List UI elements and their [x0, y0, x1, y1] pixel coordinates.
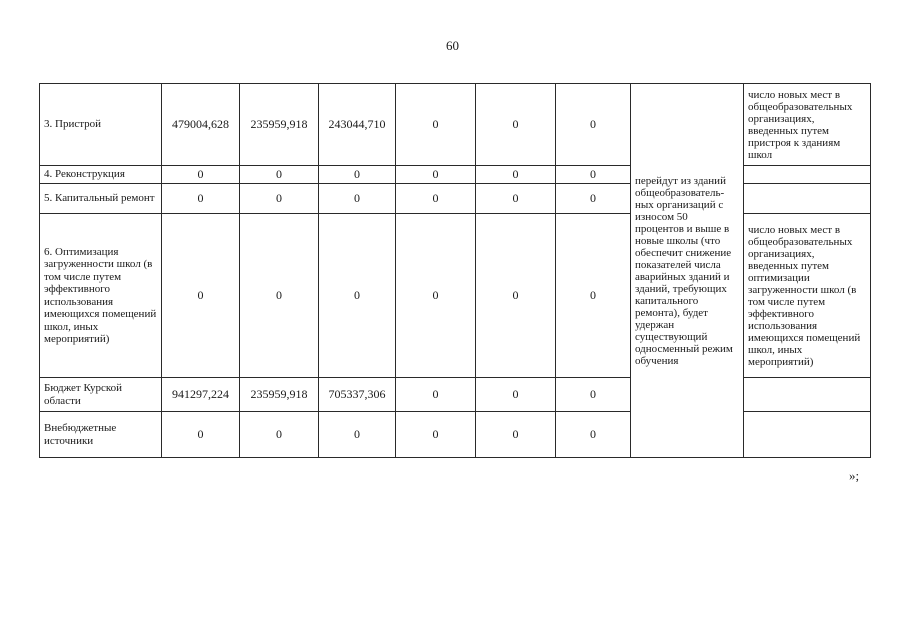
- cell-value: 0: [319, 184, 396, 214]
- cell-value: 0: [162, 166, 240, 184]
- cell-value: 0: [556, 412, 631, 458]
- cell-value: 0: [396, 166, 476, 184]
- table-row: [40, 166, 871, 184]
- cell-value: 0: [240, 214, 319, 378]
- cell-value: 0: [240, 166, 319, 184]
- cell-value: 0: [396, 84, 476, 166]
- cell-value: 0: [476, 412, 556, 458]
- closing-quote-mark: »;: [849, 468, 860, 483]
- cell-value: 941297,224: [162, 378, 240, 412]
- table-row: [40, 84, 871, 166]
- table-row: [40, 378, 871, 412]
- cell-value: 0: [556, 378, 631, 412]
- cell-value: 0: [396, 378, 476, 412]
- cell-value: 0: [162, 214, 240, 378]
- empty-cell: [744, 378, 871, 412]
- cell-value: 0: [162, 184, 240, 214]
- row-label: 3. Пристрой: [40, 84, 162, 166]
- empty-cell: [744, 412, 871, 458]
- row-label: Бюджет Курской области: [40, 378, 162, 412]
- financing-table: [39, 83, 871, 458]
- row-label: 6. Оптимизация загруженности школ (в том числе путем эффективного использования имеющихся помещений школ, иных мероприятий): [40, 214, 162, 378]
- cell-value: 0: [476, 378, 556, 412]
- cell-value: 0: [319, 214, 396, 378]
- cell-value: 0: [476, 166, 556, 184]
- row-label: 5. Капитальный ремонт: [40, 184, 162, 214]
- cell-value: 0: [162, 412, 240, 458]
- row-label: 4. Реконструкция: [40, 166, 162, 184]
- table-row: [40, 412, 871, 458]
- cell-value: 0: [476, 214, 556, 378]
- cell-value: 0: [240, 184, 319, 214]
- page-number: 60: [446, 38, 459, 53]
- cell-value: 0: [556, 214, 631, 378]
- cell-value: 0: [476, 184, 556, 214]
- cell-value: 0: [396, 412, 476, 458]
- cell-value: 0: [319, 412, 396, 458]
- table-row: [40, 214, 871, 378]
- cell-value: 0: [556, 84, 631, 166]
- cell-value: 243044,710: [319, 84, 396, 166]
- cell-value: 0: [556, 184, 631, 214]
- cell-value: 0: [556, 166, 631, 184]
- row-label: Внебюджетные источники: [40, 412, 162, 458]
- indicator-annex: число новых мест в общеобразовательных организациях, введенных путем пристроя к зданиям школ: [744, 84, 871, 166]
- cell-value: 0: [240, 412, 319, 458]
- cell-value: 705337,306: [319, 378, 396, 412]
- cell-value: 479004,628: [162, 84, 240, 166]
- table-row: [40, 184, 871, 214]
- cell-value: 235959,918: [240, 378, 319, 412]
- cell-value: 0: [319, 166, 396, 184]
- cell-value: 235959,918: [240, 84, 319, 166]
- expected-result-text: перейдут из зданий общеобразователь-ных организаций с износом 50 процентов и выше в новые школы (что обеспечит снижение показателей числа аварийных зданий и зданий, требующих капитального ремонта), будет удержан существующий односменный режим обучения: [631, 84, 744, 458]
- cell-value: 0: [396, 214, 476, 378]
- empty-cell: [744, 184, 871, 214]
- indicator-optimization: число новых мест в общеобразовательных организациях, введенных путем оптимизации загруженности школ (в том числе путем эффективного использования имеющихся помещений школ, иных мероприятий): [744, 214, 871, 378]
- cell-value: 0: [476, 84, 556, 166]
- cell-value: 0: [396, 184, 476, 214]
- empty-cell: [744, 166, 871, 184]
